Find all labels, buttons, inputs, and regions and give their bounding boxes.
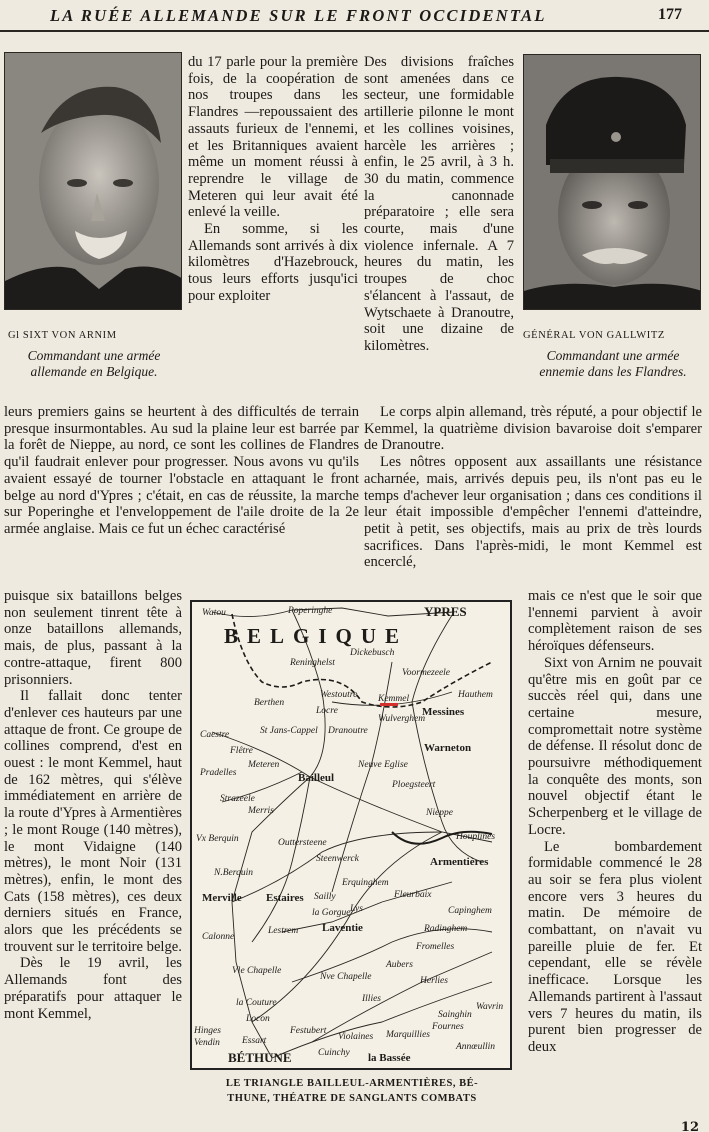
- map-label-capinghem: Capinghem: [448, 906, 492, 916]
- map-label-annoeullin: Annœullin: [456, 1042, 496, 1052]
- map-label-reninghelst: Reninghelst: [290, 658, 335, 668]
- photo-right-caption-line2: ennemie dans les Flandres.: [539, 364, 687, 379]
- map-label-warneton: Warneton: [424, 742, 472, 754]
- header-rule: [0, 30, 709, 32]
- map-label-nieppe: Nieppe: [426, 808, 453, 818]
- paragraph: Des divisions fraîches sont amenées dans ce secteur, une formidable artillerie pilonne le mont et les collines voisines, harcèle les arrières ; enfin, le 25 avril, à 3 h. 30 du matin, commence la canonnade préparatoire ; elle sera courte, mais d'une violence infernale. A 7 heures du matin, les troupes de choc s'élancent à l'assaut, de Wytschaete à Dranoutre, soit une dizaine de kilomètres.: [364, 54, 514, 354]
- map-label-nberquin: N.Berquin: [214, 868, 253, 878]
- paragraph: puisque six bataillons belges non seulement tinrent tête à onze bataillons allemands, mais, de plus, passant à la contre-attaque, firent 800 prisonniers.: [4, 588, 182, 688]
- map-label-stjanscappel: St Jans-Cappel: [260, 726, 318, 736]
- map-label-herlies: Herlies: [420, 976, 448, 986]
- photo-right-name: GÉNÉRAL VON GALLWITZ: [523, 330, 665, 341]
- map-label-illies: Illies: [362, 994, 381, 1004]
- page-number: 177: [658, 6, 682, 23]
- map-label-sailly: Sailly: [314, 892, 336, 902]
- map-label-kemmel: Kemmel: [378, 694, 410, 704]
- text-column-3: [364, 54, 514, 355]
- map-label-meteren: Meteren: [248, 760, 280, 770]
- text-narrow-right: [528, 588, 702, 1056]
- map-label-sainghin: Sainghin: [438, 1010, 472, 1020]
- map-label-neuveeglise: Neuve Eglise: [358, 760, 408, 770]
- paragraph: Les nôtres opposent aux assaillants une résistance acharnée, mais, arrivés depuis peu, ils n'ont pas eu le temps d'achever leur organisation ; dans ces conditions il leur était impossible d'empêcher l'ennemi d'atteindre, petit à petit, ses objectifs, mais au prix de très lourds sacrifices. Dans l'après-midi, le mont Kemmel est encerclé,: [364, 454, 702, 571]
- paragraph: Sixt von Arnim ne pouvait qu'être mis en goût par ce succès réel qui, dans une certaine mesure, compromettait notre système de défense. Il résolut donc de poursuivre méthodiquement la conquête des monts, son nouvel objectif étant le Scherpenberg et le village de Locre.: [528, 654, 702, 838]
- map-bailleul-armentieres-bethune: [190, 600, 512, 1070]
- text-narrow-left: [4, 588, 182, 1022]
- map-label-merris: Merris: [248, 806, 274, 816]
- portrait-image: [524, 55, 701, 310]
- map-caption: [186, 1076, 518, 1106]
- portrait-sixt-von-arnim: [4, 52, 182, 310]
- map-label-fleurbaix: Fleurbaix: [394, 890, 432, 900]
- map-label-westoutre: Westoutre: [320, 690, 358, 700]
- map-label-berthen: Berthen: [254, 698, 285, 708]
- map-label-locre: Locre: [316, 706, 338, 716]
- map-label-radinghem: Radinghem: [424, 924, 468, 934]
- map-label-vieuxberquin: Vx Berquin: [196, 834, 239, 844]
- map-label-merville: Merville: [202, 892, 242, 904]
- map-label-lys: Lys: [350, 904, 363, 914]
- map-label-calonne: Calonne: [202, 932, 235, 942]
- map-label-lestrem: Lestrem: [268, 926, 299, 936]
- map-label-estaires: Estaires: [266, 892, 304, 904]
- paragraph: mais ce n'est que le soir que l'ennemi parvient à avoir complètement raison de ses héroïques défenseurs.: [528, 588, 702, 655]
- text-wide-right: [364, 404, 702, 571]
- paragraph: du 17 parle pour la première fois, de la coopération de nos troupes dans les Flandres —repoussaient des assauts furieux de l'ennemi, et les Britanniques avaient même un moment réussi à reprendre le village de Meteren qui leur avait été enlevé la veille.: [188, 54, 358, 221]
- map-label-vchapelle: Vle Chapelle: [232, 966, 282, 976]
- paragraph: leurs premiers gains se heurtent à des difficultés de terrain presque insurmontables. Au sud la plaine leur est barrée par la forêt de Nieppe, au nord, ce sont les collines de Flandres qu'il faudrait enlever pour progresser. Nous avons vu qu'ils avaient essayé de tourner l'obstacle en attaquant le front belge au nord d'Ypres ; c'était, en cas de réussite, la marche sur Poperinghe et l'enveloppement de l'aile droite de la 2e armée anglaise. Mais ce fut un échec caractérisé: [4, 404, 359, 537]
- map-caption-line2: THUNE, THÉATRE DE SANGLANTS COMBATS: [227, 1093, 477, 1104]
- map-label-bailleul: Bailleul: [298, 772, 335, 784]
- map-label-poperinghe: Poperinghe: [288, 606, 333, 616]
- map-label-hinges: Hinges: [194, 1026, 221, 1036]
- map-label-armentieres: Armentières: [430, 856, 489, 868]
- map-label-fromelles: Fromelles: [416, 942, 455, 952]
- map-label-outtersteene: Outtersteene: [278, 838, 327, 848]
- map-label-festubert: Festubert: [290, 1026, 327, 1036]
- text-column-2: [188, 54, 358, 305]
- map-label-voormezeele: Voormezeele: [402, 668, 451, 678]
- map-label-hauthem: Hauthem: [458, 690, 493, 700]
- paragraph: Il fallait donc tenter d'enlever ces hauteurs par une attaque de front. Ce groupe de collines comprend, d'est en ouest : le mont Kemmel, haut de 162 mètres, qui s'élève immédiatement en arrière de la route d'Ypres à Armentières ; le mont Rouge (140 mètres), le mont Vidaigne (140 mètres), le mont Noir (131 mètres), enfin, le mont des Cats (158 mètres), ces deux derniers situés en France, alors que les précédents se trouvent sur le territoire belge.: [4, 688, 182, 955]
- map-label-caestre: Caestre: [200, 730, 230, 740]
- paragraph: Le corps alpin allemand, très réputé, a pour objectif le Kemmel, la quatrième division bavaroise doit s'emparer de Dranoutre.: [364, 404, 702, 454]
- map-label-marquillies: Marquillies: [386, 1030, 430, 1040]
- photo-left-caption-line1: Commandant une armée: [27, 348, 161, 363]
- map-label-steenwerck: Steenwerck: [316, 854, 359, 864]
- map-label-lacouture: la Couture: [236, 998, 277, 1008]
- map-label-country: BELGIQUE: [224, 624, 409, 648]
- map-label-violaines: Violaines: [338, 1032, 374, 1042]
- page-foot-mark: 12: [680, 1120, 699, 1132]
- map-label-fournes: Fournes: [432, 1022, 464, 1032]
- map-label-cuinchy: Cuinchy: [318, 1048, 350, 1058]
- map-label-nchapelle: Nve Chapelle: [320, 972, 372, 982]
- photo-right-caption-line1: Commandant une armée: [546, 348, 680, 363]
- text-wide-left: [4, 404, 359, 538]
- map-label-wulverghem: Wulverghem: [378, 714, 426, 724]
- photo-right-caption: [518, 348, 708, 380]
- map-label-labassee: la Bassée: [368, 1052, 411, 1064]
- photo-left-name: Gl SIXT VON ARNIM: [8, 330, 117, 341]
- map-label-essart: Essart: [242, 1036, 267, 1046]
- paragraph: En somme, si les Allemands sont arrivés à dix kilomètres d'Hazebrouck, tous leurs efforts jusqu'ici pour exploiter: [188, 221, 358, 304]
- map-label-dickebusch: Dickebusch: [350, 648, 395, 658]
- map-label-erquinghem: Erquinghem: [342, 878, 389, 888]
- portrait-von-gallwitz: [523, 54, 701, 310]
- map-label-watou: Watou: [202, 608, 226, 618]
- map-label-wavrin: Wavrin: [476, 1002, 504, 1012]
- map-label-ypres: YPRES: [424, 604, 467, 619]
- map-label-messines: Messines: [422, 706, 465, 718]
- map-label-pradelles: Pradelles: [200, 768, 237, 778]
- paragraph: Dès le 19 avril, les Allemands font des préparatifs pour attaquer le mont Kemmel,: [4, 955, 182, 1022]
- map-label-locon: Locon: [246, 1014, 270, 1024]
- photo-left-caption-line2: allemande en Belgique.: [30, 364, 158, 379]
- map-label-laventie: Laventie: [322, 922, 363, 934]
- map-label-strazeele: Strazeele: [220, 794, 255, 804]
- map-label-ploegsteert: Ploegsteert: [392, 780, 436, 790]
- paragraph: Le bombardement formidable commencé le 28 au soir se fera plus violent encore vers 3 heures du matin. De mémoire de combattant, on n'avait vu pareille pluie de fer. Et cependant, elle se révèle inefficace. Lorsque les Allemands partirent à l'assaut vers 7 heures du matin, ils purent bien progresser de deux: [528, 838, 702, 1055]
- map-label-dranoutre: Dranoutre: [328, 726, 368, 736]
- map-label-lagorgue: la Gorgue: [312, 908, 351, 918]
- map-label-fletre: Flêtre: [230, 746, 253, 756]
- map-label-bethune: BÉTHUNE: [228, 1050, 292, 1065]
- map-label-aubers: Aubers: [386, 960, 413, 970]
- map-label-houplines: Houplines: [456, 832, 496, 842]
- portrait-image: [5, 53, 182, 310]
- photo-left-caption: [2, 348, 186, 380]
- running-header-title: LA RUÉE ALLEMANDE SUR LE FRONT OCCIDENTAL: [50, 6, 547, 25]
- map-caption-line1: LE TRIANGLE BAILLEUL-ARMENTIÈRES, BÉ-: [225, 1078, 479, 1089]
- map-label-vendin: Vendin: [194, 1038, 220, 1048]
